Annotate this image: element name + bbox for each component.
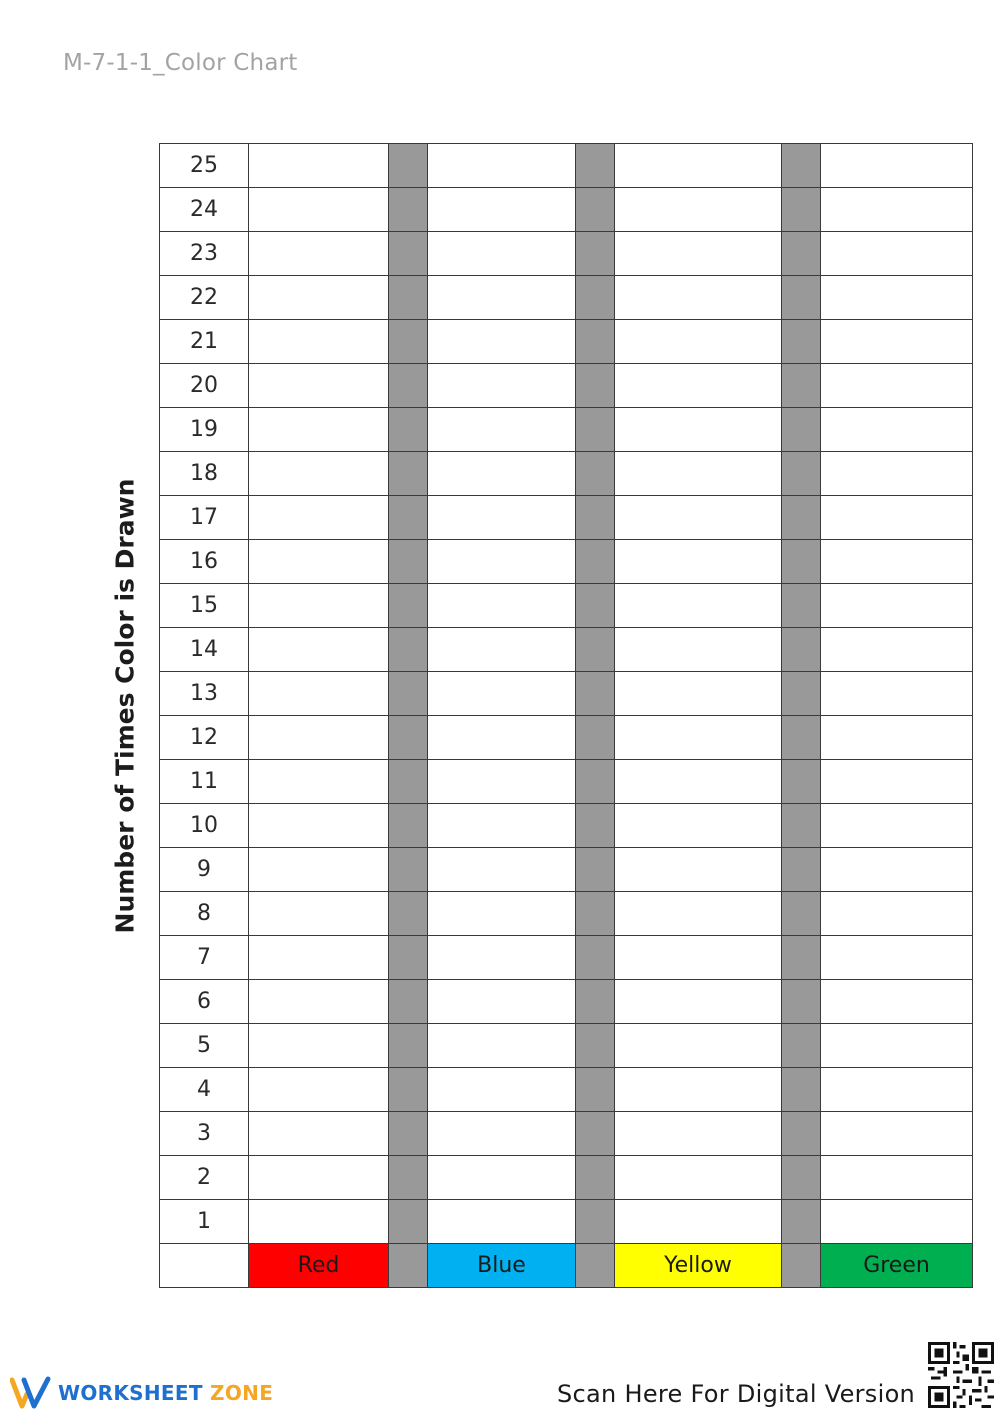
column-separator bbox=[576, 452, 615, 496]
column-separator bbox=[576, 144, 615, 188]
column-separator bbox=[576, 1200, 615, 1244]
column-separator bbox=[389, 760, 428, 804]
tally-cell-yellow[interactable] bbox=[615, 408, 782, 452]
tally-cell-green[interactable] bbox=[821, 892, 973, 936]
column-separator bbox=[782, 1200, 821, 1244]
tally-row bbox=[160, 848, 973, 892]
brand-name-part1: WORKSHEET bbox=[58, 1381, 203, 1405]
y-tick-label: 16 bbox=[160, 540, 249, 584]
tally-cell-blue[interactable] bbox=[428, 1156, 576, 1200]
y-tick-label: 24 bbox=[160, 188, 249, 232]
tally-cell-blue[interactable] bbox=[428, 232, 576, 276]
y-tick-label: 8 bbox=[160, 892, 249, 936]
tally-cell-green[interactable] bbox=[821, 760, 973, 804]
y-tick-label: 3 bbox=[160, 1112, 249, 1156]
y-tick-label: 14 bbox=[160, 628, 249, 672]
y-tick-label: 12 bbox=[160, 716, 249, 760]
column-separator bbox=[576, 980, 615, 1024]
column-separator bbox=[782, 672, 821, 716]
tally-cell-red[interactable] bbox=[249, 496, 389, 540]
y-tick-label: 6 bbox=[160, 980, 249, 1024]
tally-cell-yellow[interactable] bbox=[615, 1068, 782, 1112]
column-separator bbox=[782, 320, 821, 364]
tally-row bbox=[160, 1024, 973, 1068]
tally-cell-blue[interactable] bbox=[428, 1024, 576, 1068]
tally-cell-blue[interactable] bbox=[428, 276, 576, 320]
column-separator bbox=[576, 716, 615, 760]
tally-cell-yellow[interactable] bbox=[615, 188, 782, 232]
tally-cell-blue[interactable] bbox=[428, 1200, 576, 1244]
tally-cell-blue[interactable] bbox=[428, 496, 576, 540]
tally-cell-red[interactable] bbox=[249, 1156, 389, 1200]
tally-cell-green[interactable] bbox=[821, 584, 973, 628]
tally-cell-blue[interactable] bbox=[428, 848, 576, 892]
column-separator bbox=[782, 1244, 821, 1288]
tally-cell-yellow[interactable] bbox=[615, 980, 782, 1024]
column-separator bbox=[389, 1244, 428, 1288]
tally-row bbox=[160, 628, 973, 672]
column-separator bbox=[576, 232, 615, 276]
column-separator bbox=[576, 496, 615, 540]
column-separator bbox=[782, 804, 821, 848]
column-separator bbox=[389, 496, 428, 540]
tally-cell-yellow[interactable] bbox=[615, 760, 782, 804]
tally-row bbox=[160, 1068, 973, 1112]
tally-cell-blue[interactable] bbox=[428, 364, 576, 408]
tally-cell-blue[interactable] bbox=[428, 408, 576, 452]
tally-row bbox=[160, 716, 973, 760]
tally-row bbox=[160, 320, 973, 364]
tally-row bbox=[160, 1112, 973, 1156]
column-separator bbox=[782, 936, 821, 980]
tally-cell-green[interactable] bbox=[821, 980, 973, 1024]
tally-cell-red[interactable] bbox=[249, 672, 389, 716]
column-separator bbox=[782, 716, 821, 760]
column-separator bbox=[576, 320, 615, 364]
tally-cell-blue[interactable] bbox=[428, 804, 576, 848]
y-tick-label: 9 bbox=[160, 848, 249, 892]
column-separator bbox=[782, 540, 821, 584]
column-separator bbox=[576, 672, 615, 716]
column-separator bbox=[576, 276, 615, 320]
tally-row bbox=[160, 452, 973, 496]
column-separator bbox=[576, 760, 615, 804]
column-separator bbox=[782, 848, 821, 892]
column-separator bbox=[389, 364, 428, 408]
tally-cell-green[interactable] bbox=[821, 1068, 973, 1112]
tally-cell-blue[interactable] bbox=[428, 628, 576, 672]
tally-cell-green[interactable] bbox=[821, 1156, 973, 1200]
column-separator bbox=[389, 408, 428, 452]
y-axis-label: Number of Times Color is Drawn bbox=[110, 478, 140, 934]
tally-cell-yellow[interactable] bbox=[615, 892, 782, 936]
column-separator bbox=[576, 188, 615, 232]
column-separator bbox=[782, 892, 821, 936]
scan-instruction: Scan Here For Digital Version bbox=[557, 1380, 916, 1408]
tally-cell-yellow[interactable] bbox=[615, 716, 782, 760]
y-tick-label: 17 bbox=[160, 496, 249, 540]
y-tick-label: 15 bbox=[160, 584, 249, 628]
tally-cell-green[interactable] bbox=[821, 408, 973, 452]
y-tick-label: 4 bbox=[160, 1068, 249, 1112]
brand-name-part2: ZONE bbox=[210, 1381, 274, 1405]
color-label-blue: Blue bbox=[428, 1244, 576, 1288]
column-separator bbox=[576, 1112, 615, 1156]
tally-cell-green[interactable] bbox=[821, 320, 973, 364]
tally-cell-yellow[interactable] bbox=[615, 276, 782, 320]
tally-cell-red[interactable] bbox=[249, 320, 389, 364]
tally-cell-green[interactable] bbox=[821, 716, 973, 760]
tally-cell-yellow[interactable] bbox=[615, 804, 782, 848]
column-separator bbox=[782, 452, 821, 496]
tally-cell-yellow[interactable] bbox=[615, 320, 782, 364]
column-separator bbox=[389, 232, 428, 276]
tally-cell-green[interactable] bbox=[821, 232, 973, 276]
document-code: M-7-1-1_Color Chart bbox=[63, 50, 298, 76]
color-label-red: Red bbox=[249, 1244, 389, 1288]
tally-cell-green[interactable] bbox=[821, 1024, 973, 1068]
y-tick-label: 7 bbox=[160, 936, 249, 980]
tally-cell-green[interactable] bbox=[821, 1112, 973, 1156]
tally-cell-blue[interactable] bbox=[428, 892, 576, 936]
tally-cell-green[interactable] bbox=[821, 848, 973, 892]
tally-cell-blue[interactable] bbox=[428, 672, 576, 716]
tally-cell-green[interactable] bbox=[821, 144, 973, 188]
tally-cell-yellow[interactable] bbox=[615, 1200, 782, 1244]
tally-row bbox=[160, 540, 973, 584]
tally-row bbox=[160, 408, 973, 452]
tally-row bbox=[160, 144, 973, 188]
tally-row bbox=[160, 804, 973, 848]
tally-cell-blue[interactable] bbox=[428, 144, 576, 188]
column-separator bbox=[576, 408, 615, 452]
y-tick-label: 22 bbox=[160, 276, 249, 320]
tally-cell-green[interactable] bbox=[821, 628, 973, 672]
tally-row bbox=[160, 364, 973, 408]
column-separator bbox=[389, 892, 428, 936]
column-separator bbox=[782, 1068, 821, 1112]
column-separator bbox=[389, 276, 428, 320]
color-label-row bbox=[160, 1244, 973, 1288]
column-separator bbox=[389, 716, 428, 760]
tally-cell-yellow[interactable] bbox=[615, 232, 782, 276]
color-tally-chart bbox=[159, 143, 973, 1288]
y-tick-label: 21 bbox=[160, 320, 249, 364]
tally-cell-yellow[interactable] bbox=[615, 1024, 782, 1068]
tally-row bbox=[160, 672, 973, 716]
tally-cell-green[interactable] bbox=[821, 936, 973, 980]
tally-cell-red[interactable] bbox=[249, 540, 389, 584]
column-separator bbox=[576, 1024, 615, 1068]
tally-cell-red[interactable] bbox=[249, 408, 389, 452]
tally-cell-blue[interactable] bbox=[428, 1068, 576, 1112]
column-separator bbox=[389, 1200, 428, 1244]
tally-row bbox=[160, 1156, 973, 1200]
column-separator bbox=[389, 848, 428, 892]
tally-cell-green[interactable] bbox=[821, 540, 973, 584]
tally-cell-blue[interactable] bbox=[428, 936, 576, 980]
column-separator bbox=[576, 804, 615, 848]
worksheetzone-logo-icon bbox=[10, 1376, 52, 1410]
tally-cell-yellow[interactable] bbox=[615, 848, 782, 892]
tally-cell-blue[interactable] bbox=[428, 760, 576, 804]
column-separator bbox=[782, 496, 821, 540]
y-tick-label: 23 bbox=[160, 232, 249, 276]
column-separator bbox=[576, 1244, 615, 1288]
y-tick-label: 19 bbox=[160, 408, 249, 452]
tally-cell-red[interactable] bbox=[249, 1112, 389, 1156]
tally-cell-yellow[interactable] bbox=[615, 364, 782, 408]
tally-cell-red[interactable] bbox=[249, 760, 389, 804]
y-tick-label: 10 bbox=[160, 804, 249, 848]
tally-cell-yellow[interactable] bbox=[615, 540, 782, 584]
column-separator bbox=[576, 936, 615, 980]
tally-cell-blue[interactable] bbox=[428, 584, 576, 628]
tally-row bbox=[160, 1200, 973, 1244]
tally-cell-red[interactable] bbox=[249, 144, 389, 188]
column-separator bbox=[576, 364, 615, 408]
tally-cell-red[interactable] bbox=[249, 716, 389, 760]
tally-cell-blue[interactable] bbox=[428, 452, 576, 496]
tally-cell-green[interactable] bbox=[821, 276, 973, 320]
tally-cell-green[interactable] bbox=[821, 804, 973, 848]
column-separator bbox=[782, 628, 821, 672]
tally-cell-green[interactable] bbox=[821, 364, 973, 408]
tally-cell-red[interactable] bbox=[249, 276, 389, 320]
y-tick-label: 13 bbox=[160, 672, 249, 716]
column-separator bbox=[389, 1068, 428, 1112]
tally-cell-green[interactable] bbox=[821, 672, 973, 716]
tally-cell-yellow[interactable] bbox=[615, 496, 782, 540]
tally-row bbox=[160, 980, 973, 1024]
column-separator bbox=[576, 1156, 615, 1200]
tally-cell-red[interactable] bbox=[249, 452, 389, 496]
tally-cell-yellow[interactable] bbox=[615, 628, 782, 672]
column-separator bbox=[389, 584, 428, 628]
column-separator bbox=[782, 364, 821, 408]
column-separator bbox=[782, 408, 821, 452]
column-separator bbox=[576, 584, 615, 628]
tally-cell-red[interactable] bbox=[249, 848, 389, 892]
tally-cell-yellow[interactable] bbox=[615, 1156, 782, 1200]
column-separator bbox=[389, 936, 428, 980]
tally-cell-red[interactable] bbox=[249, 584, 389, 628]
y-tick-label: 25 bbox=[160, 144, 249, 188]
tally-row bbox=[160, 496, 973, 540]
tally-cell-yellow[interactable] bbox=[615, 936, 782, 980]
column-separator bbox=[389, 320, 428, 364]
tally-row bbox=[160, 188, 973, 232]
tally-cell-red[interactable] bbox=[249, 980, 389, 1024]
column-separator bbox=[389, 1112, 428, 1156]
column-separator bbox=[782, 1156, 821, 1200]
color-label-yellow: Yellow bbox=[615, 1244, 782, 1288]
column-separator bbox=[782, 760, 821, 804]
tally-cell-red[interactable] bbox=[249, 1024, 389, 1068]
column-separator bbox=[782, 276, 821, 320]
tally-cell-blue[interactable] bbox=[428, 188, 576, 232]
y-tick-label: 2 bbox=[160, 1156, 249, 1200]
tally-cell-red[interactable] bbox=[249, 628, 389, 672]
column-separator bbox=[782, 144, 821, 188]
tally-cell-green[interactable] bbox=[821, 188, 973, 232]
y-tick-label: 5 bbox=[160, 1024, 249, 1068]
column-separator bbox=[782, 980, 821, 1024]
worksheetzone-logo bbox=[10, 1376, 273, 1410]
column-separator bbox=[389, 144, 428, 188]
tally-cell-blue[interactable] bbox=[428, 320, 576, 364]
y-tick-label: 20 bbox=[160, 364, 249, 408]
tally-cell-red[interactable] bbox=[249, 1200, 389, 1244]
y-tick-label: 18 bbox=[160, 452, 249, 496]
tally-cell-blue[interactable] bbox=[428, 1112, 576, 1156]
column-separator bbox=[389, 980, 428, 1024]
column-separator bbox=[389, 540, 428, 584]
tally-cell-blue[interactable] bbox=[428, 716, 576, 760]
column-separator bbox=[576, 848, 615, 892]
column-separator bbox=[389, 452, 428, 496]
column-separator bbox=[782, 1112, 821, 1156]
column-separator bbox=[576, 628, 615, 672]
tally-cell-green[interactable] bbox=[821, 1200, 973, 1244]
tally-cell-yellow[interactable] bbox=[615, 1112, 782, 1156]
tally-cell-blue[interactable] bbox=[428, 540, 576, 584]
column-separator bbox=[389, 188, 428, 232]
column-separator bbox=[389, 1156, 428, 1200]
y-tick-label: 11 bbox=[160, 760, 249, 804]
column-separator bbox=[782, 188, 821, 232]
column-separator bbox=[389, 628, 428, 672]
tally-cell-yellow[interactable] bbox=[615, 672, 782, 716]
tally-row bbox=[160, 584, 973, 628]
tally-cell-red[interactable] bbox=[249, 892, 389, 936]
column-separator bbox=[576, 892, 615, 936]
tally-row bbox=[160, 892, 973, 936]
tally-cell-red[interactable] bbox=[249, 188, 389, 232]
tally-row bbox=[160, 760, 973, 804]
column-separator bbox=[782, 232, 821, 276]
column-separator bbox=[576, 540, 615, 584]
column-separator bbox=[389, 804, 428, 848]
column-separator bbox=[389, 672, 428, 716]
tally-cell-yellow[interactable] bbox=[615, 144, 782, 188]
tally-cell-green[interactable] bbox=[821, 452, 973, 496]
tally-row bbox=[160, 276, 973, 320]
color-label-green: Green bbox=[821, 1244, 973, 1288]
tally-cell-red[interactable] bbox=[249, 936, 389, 980]
tally-cell-yellow[interactable] bbox=[615, 584, 782, 628]
tally-cell-red[interactable] bbox=[249, 232, 389, 276]
column-separator bbox=[389, 1024, 428, 1068]
qr-code-icon[interactable] bbox=[928, 1342, 994, 1408]
column-separator bbox=[576, 1068, 615, 1112]
tally-cell-red[interactable] bbox=[249, 804, 389, 848]
corner-cell bbox=[160, 1244, 249, 1288]
column-separator bbox=[782, 1024, 821, 1068]
y-tick-label: 1 bbox=[160, 1200, 249, 1244]
tally-cell-red[interactable] bbox=[249, 1068, 389, 1112]
tally-cell-red[interactable] bbox=[249, 364, 389, 408]
tally-cell-yellow[interactable] bbox=[615, 452, 782, 496]
tally-cell-green[interactable] bbox=[821, 496, 973, 540]
tally-row bbox=[160, 232, 973, 276]
tally-cell-blue[interactable] bbox=[428, 980, 576, 1024]
tally-row bbox=[160, 936, 973, 980]
column-separator bbox=[782, 584, 821, 628]
